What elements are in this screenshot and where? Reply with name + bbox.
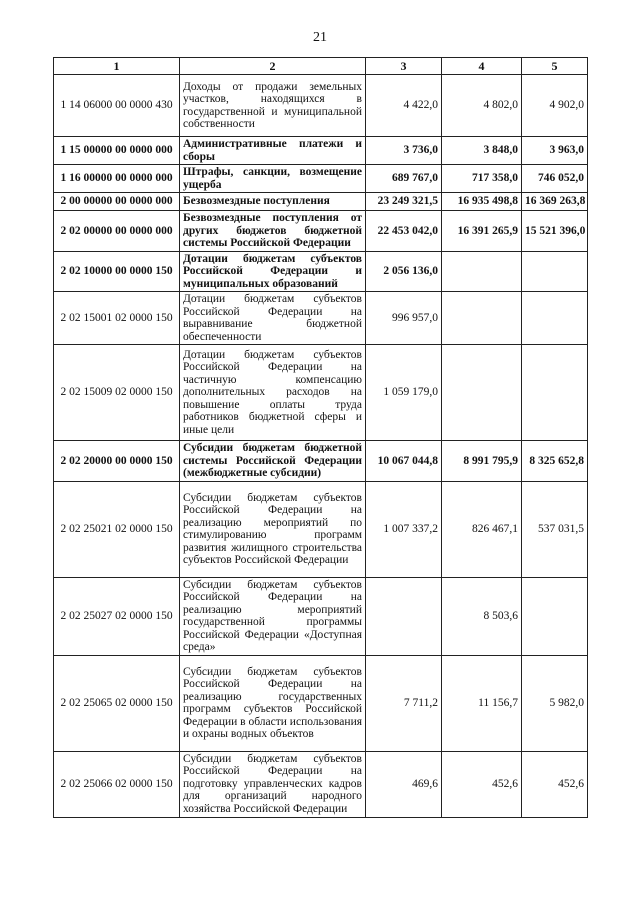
row-value-col5: 15 521 396,0	[522, 211, 588, 252]
row-value-col3: 1 059 179,0	[366, 345, 442, 441]
table-header-row	[54, 58, 588, 75]
row-name-cell: Дотации бюджетам субъектов Российской Федерации на частичную компенсацию дополнительных расходов на повышение оплаты труда работников бюджетной сферы и иные цели	[180, 345, 366, 441]
row-value-col4: 717 358,0	[442, 165, 522, 193]
row-value-col5: 16 369 263,8	[522, 193, 588, 211]
row-value-col3: 996 957,0	[366, 292, 442, 345]
table-row	[54, 137, 588, 165]
row-value-col3	[366, 577, 442, 655]
row-code-cell: 2 00 00000 00 0000 000	[54, 193, 180, 211]
row-value-col5: 8 325 652,8	[522, 441, 588, 482]
row-value-col5	[522, 251, 588, 292]
row-code-cell: 2 02 25066 02 0000 150	[54, 751, 180, 817]
row-value-col4: 11 156,7	[442, 655, 522, 751]
row-value-col4: 8 503,6	[442, 577, 522, 655]
row-value-col3: 3 736,0	[366, 137, 442, 165]
row-value-col4	[442, 292, 522, 345]
header-col-2: 2	[180, 58, 366, 75]
header-col-5: 5	[522, 58, 588, 75]
row-value-col4: 826 467,1	[442, 481, 522, 577]
row-value-col5: 5 982,0	[522, 655, 588, 751]
row-value-col4: 4 802,0	[442, 75, 522, 137]
row-name-cell: Штрафы, санкции, возмещение ущерба	[180, 165, 366, 193]
row-value-col4: 3 848,0	[442, 137, 522, 165]
row-code-cell: 2 02 20000 00 0000 150	[54, 441, 180, 482]
row-code-cell: 2 02 25065 02 0000 150	[54, 655, 180, 751]
row-value-col3: 2 056 136,0	[366, 251, 442, 292]
table-row	[54, 251, 588, 292]
row-code-cell: 2 02 25021 02 0000 150	[54, 481, 180, 577]
row-name-cell: Безвозмездные поступления	[180, 193, 366, 211]
header-col-3: 3	[366, 58, 442, 75]
header-col-1: 1	[54, 58, 180, 75]
table-row	[54, 345, 588, 441]
table-row	[54, 165, 588, 193]
row-value-col4	[442, 345, 522, 441]
row-value-col5: 746 052,0	[522, 165, 588, 193]
row-value-col3: 10 067 044,8	[366, 441, 442, 482]
row-name-cell: Административные платежи и сборы	[180, 137, 366, 165]
row-code-cell: 1 14 06000 00 0000 430	[54, 75, 180, 137]
row-code-cell: 1 16 00000 00 0000 000	[54, 165, 180, 193]
budget-revenue-table	[53, 57, 588, 818]
row-value-col4: 16 391 265,9	[442, 211, 522, 252]
table-row	[54, 211, 588, 252]
table-row	[54, 577, 588, 655]
row-value-col5: 4 902,0	[522, 75, 588, 137]
header-col-4: 4	[442, 58, 522, 75]
row-code-cell: 2 02 10000 00 0000 150	[54, 251, 180, 292]
row-value-col5: 537 031,5	[522, 481, 588, 577]
row-name-cell: Субсидии бюджетам субъектов Российской Федерации на подготовку управленческих кадров для организаций народного хозяйства Российской Федерации	[180, 751, 366, 817]
row-code-cell: 2 02 25027 02 0000 150	[54, 577, 180, 655]
row-value-col3: 22 453 042,0	[366, 211, 442, 252]
row-value-col5	[522, 292, 588, 345]
row-value-col3: 1 007 337,2	[366, 481, 442, 577]
row-value-col3: 469,6	[366, 751, 442, 817]
row-value-col5: 3 963,0	[522, 137, 588, 165]
table-row	[54, 193, 588, 211]
row-code-cell: 2 02 15001 02 0000 150	[54, 292, 180, 345]
row-value-col3: 4 422,0	[366, 75, 442, 137]
row-name-cell: Безвозмездные поступления от других бюджетов бюджетной системы Российской Федерации	[180, 211, 366, 252]
row-value-col4: 16 935 498,8	[442, 193, 522, 211]
table-row	[54, 751, 588, 817]
table-row	[54, 441, 588, 482]
row-name-cell: Дотации бюджетам субъектов Российской Федерации и муниципальных образований	[180, 251, 366, 292]
row-value-col4: 8 991 795,9	[442, 441, 522, 482]
row-value-col4	[442, 251, 522, 292]
row-code-cell: 1 15 00000 00 0000 000	[54, 137, 180, 165]
row-value-col5	[522, 577, 588, 655]
table-row	[54, 481, 588, 577]
row-name-cell: Дотации бюджетам субъектов Российской Федерации на выравнивание бюджетной обеспеченности	[180, 292, 366, 345]
row-value-col5	[522, 345, 588, 441]
table-row	[54, 655, 588, 751]
row-name-cell: Субсидии бюджетам бюджетной системы Российской Федерации (межбюджетные субсидии)	[180, 441, 366, 482]
row-name-cell: Субсидии бюджетам субъектов Российской Федерации на реализацию мероприятий по стимулированию программ развития жилищного строительства субъектов Российской Федерации	[180, 481, 366, 577]
row-code-cell: 2 02 00000 00 0000 000	[54, 211, 180, 252]
row-value-col3: 23 249 321,5	[366, 193, 442, 211]
row-value-col3: 689 767,0	[366, 165, 442, 193]
page-number: 21	[313, 30, 327, 45]
table-row	[54, 292, 588, 345]
row-name-cell: Субсидии бюджетам субъектов Российской Федерации на реализацию мероприятий государственной программы Российской Федерации «Доступная среда»	[180, 577, 366, 655]
row-name-cell: Доходы от продажи земельных участков, находящихся в государственной и муниципальной собственности	[180, 75, 366, 137]
row-name-cell: Субсидии бюджетам субъектов Российской Федерации на реализацию государственных программ субъектов Российской Федерации в области использования и охраны водных объектов	[180, 655, 366, 751]
row-code-cell: 2 02 15009 02 0000 150	[54, 345, 180, 441]
row-value-col4: 452,6	[442, 751, 522, 817]
row-value-col5: 452,6	[522, 751, 588, 817]
table-row	[54, 75, 588, 137]
row-value-col3: 7 711,2	[366, 655, 442, 751]
